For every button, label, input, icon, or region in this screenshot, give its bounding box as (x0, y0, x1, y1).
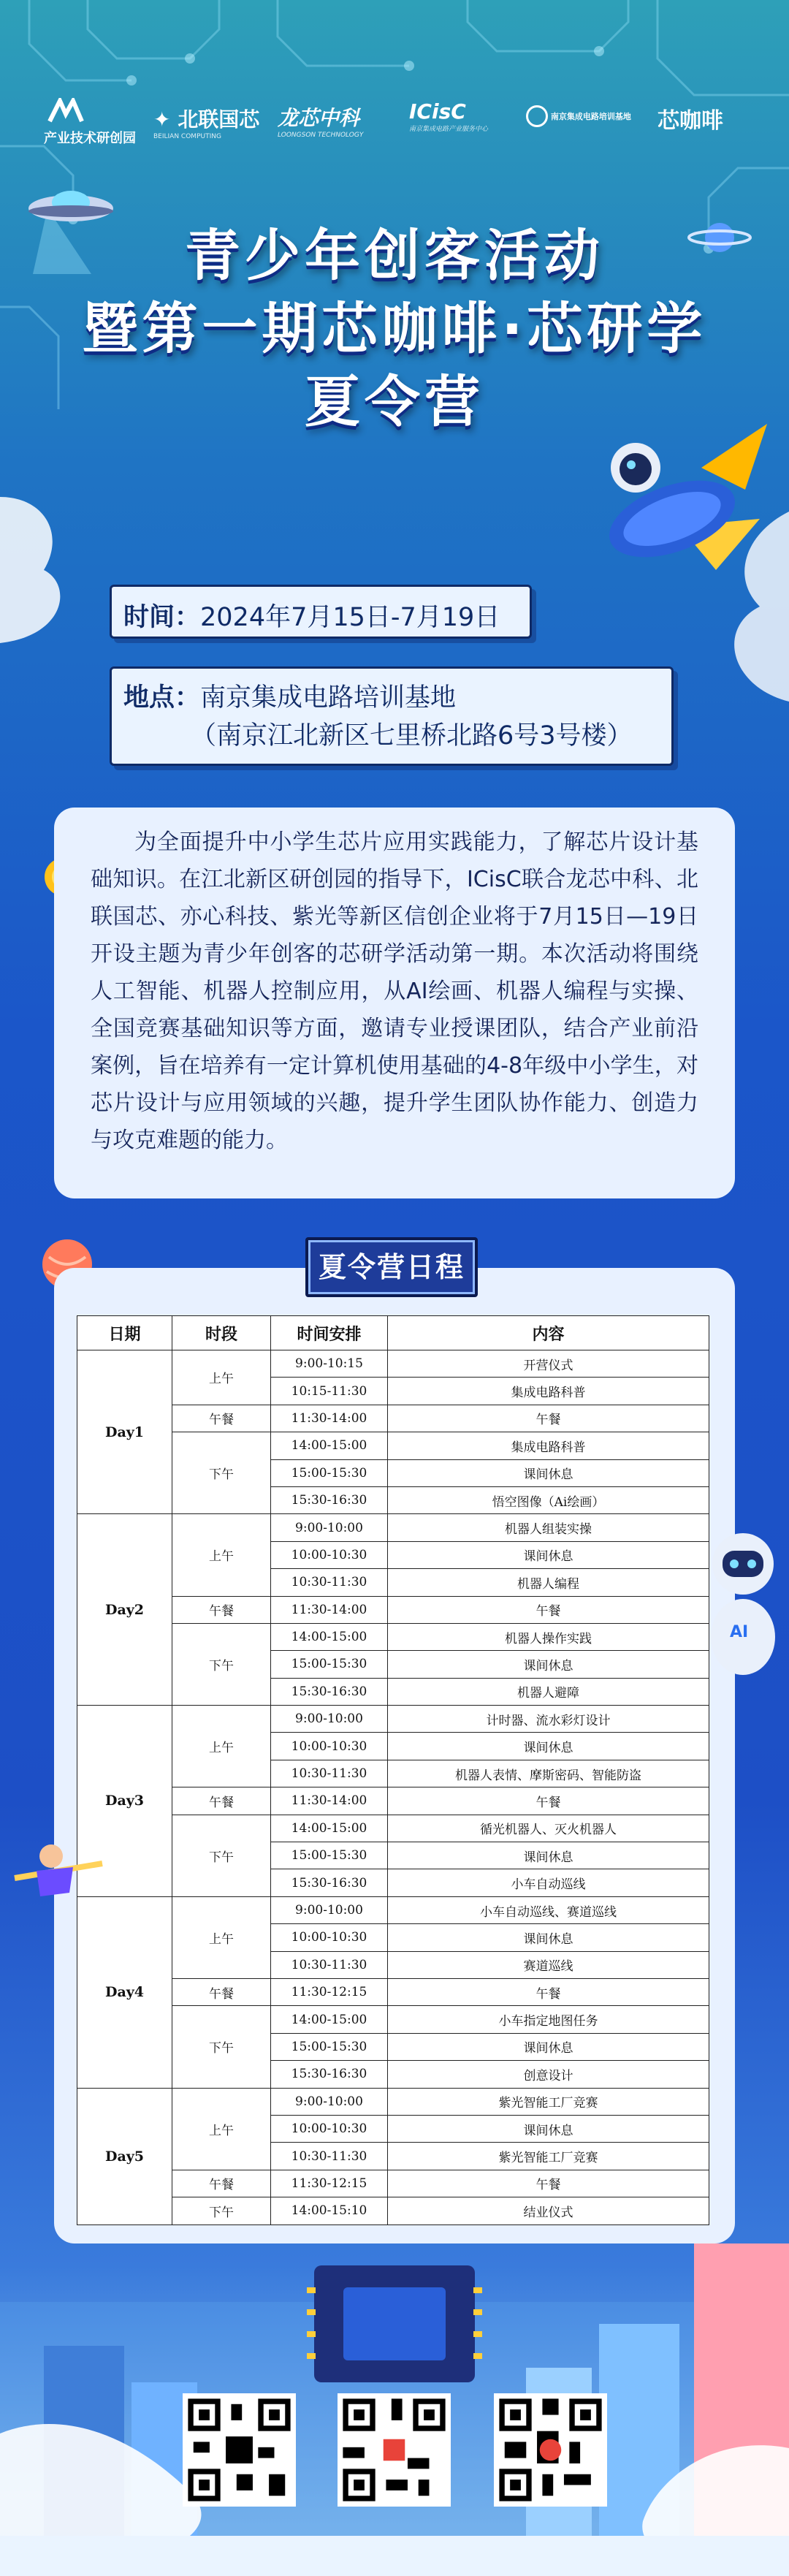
content-cell: 开营仪式 (388, 1350, 709, 1378)
qr-pattern-icon (494, 2393, 607, 2507)
content-cell: 课间休息 (388, 1541, 709, 1568)
table-row (77, 1596, 709, 1623)
table-row (77, 1815, 709, 1842)
title-line-1: 青少年创客活动 (185, 223, 604, 288)
time-cell: 9:00-10:00 (271, 1514, 388, 1541)
table-row (77, 1350, 709, 1378)
content-cell: 课间休息 (388, 1924, 709, 1951)
period-cell: 下午 (172, 1432, 271, 1514)
time-cell: 14:00-15:00 (271, 1432, 388, 1459)
time-cell: 10:30-11:30 (271, 1760, 388, 1787)
time-cell: 14:00-15:00 (271, 1623, 388, 1650)
period-cell: 午餐 (172, 2170, 271, 2197)
time-cell: 10:30-11:30 (271, 1951, 388, 1978)
day-cell: Day1 (77, 1350, 172, 1514)
logo-yanchuangyuan: 产业技术研创园 (44, 98, 136, 147)
time-info (110, 585, 532, 639)
description-card (54, 808, 735, 1198)
time-cell: 15:30-16:30 (271, 1869, 388, 1896)
time-cell: 9:00-10:15 (271, 1350, 388, 1378)
time-cell: 11:30-14:00 (271, 1596, 388, 1623)
content-cell: 课间休息 (388, 1459, 709, 1486)
content-cell: 集成电路科普 (388, 1378, 709, 1405)
location-address: （南京江北新区七里桥北路6号3号楼） (191, 721, 633, 751)
page-title (0, 219, 789, 438)
table-row (77, 1706, 709, 1733)
content-cell: 紫光智能工厂竞赛 (388, 2143, 709, 2170)
table-header-row (77, 1316, 709, 1350)
table-row (77, 1432, 709, 1459)
table-row (77, 1787, 709, 1815)
logo-loongson: 龙芯中科 LOONGSON TECHNOLOGY (278, 106, 364, 139)
header-period: 时段 (172, 1316, 271, 1350)
content-cell: 紫光智能工厂竞赛 (388, 2088, 709, 2115)
robot-icon (698, 1527, 789, 1681)
svg-text:AI: AI (730, 1623, 749, 1641)
period-cell: 午餐 (172, 1978, 271, 2005)
time-cell: 9:00-10:00 (271, 1706, 388, 1733)
time-cell: 14:00-15:10 (271, 2197, 388, 2224)
time-cell: 10:00-10:30 (271, 1541, 388, 1568)
location-value: 南京集成电路培训基地 (200, 683, 457, 713)
time-cell: 10:00-10:30 (271, 1924, 388, 1951)
table-row (77, 1978, 709, 2005)
seal-icon (526, 105, 548, 127)
content-cell: 机器人避障 (388, 1678, 709, 1705)
description-text: 为全面提升中小学生芯片应用实践能力，了解芯片设计基础知识。在江北新区研创园的指导下，ICisC联合龙芯中科、北联国芯、亦心科技、紫光等新区信创企业将于7月15日—19日开设主题为青少年创客的芯研学活动第一期。本次活动将围绕人工智能、机器人控制应用，从AI绘画、机器人编程与实操、全国竞赛基础知识等方面，邀请专业授课团队，结合产业前沿案例，旨在培养有一定计算机使用基础的4-8年级中小学生，对芯片设计与应用领域的兴趣，提升学生团队协作能力、创造力与攻克难题的能力。 (91, 829, 698, 1153)
period-cell: 下午 (172, 2006, 271, 2088)
content-cell: 课间休息 (388, 1733, 709, 1760)
time-cell: 14:00-15:00 (271, 1815, 388, 1842)
content-cell: 创意设计 (388, 2061, 709, 2088)
table-row (77, 2170, 709, 2197)
cloud-right-icon (701, 512, 789, 702)
content-cell: 课间休息 (388, 2115, 709, 2142)
table-row (77, 1405, 709, 1432)
content-cell: 午餐 (388, 1596, 709, 1623)
content-cell: 小车自动巡线、赛道巡线 (388, 1896, 709, 1923)
content-cell: 小车自动巡线 (388, 1869, 709, 1896)
content-cell: 课间休息 (388, 1651, 709, 1678)
time-cell: 10:00-10:30 (271, 2115, 388, 2142)
time-cell: 11:30-14:00 (271, 1787, 388, 1815)
n-logo-icon (44, 98, 88, 124)
content-cell: 午餐 (388, 1787, 709, 1815)
time-cell: 11:30-14:00 (271, 1405, 388, 1432)
period-cell: 午餐 (172, 1596, 271, 1623)
day-cell: Day3 (77, 1706, 172, 1897)
header-content: 内容 (388, 1316, 709, 1350)
day-cell: Day4 (77, 1896, 172, 2088)
schedule-title: 夏令营日程 (305, 1237, 478, 1297)
schedule-table (77, 1315, 709, 2225)
time-cell: 9:00-10:00 (271, 2088, 388, 2115)
period-cell: 午餐 (172, 1405, 271, 1432)
time-cell: 10:30-11:30 (271, 1569, 388, 1596)
time-cell: 10:00-10:30 (271, 1733, 388, 1760)
partner-logos (29, 86, 760, 152)
time-cell: 14:00-15:00 (271, 2006, 388, 2033)
period-cell: 上午 (172, 1514, 271, 1596)
cloud-left-icon (0, 468, 80, 643)
qr-code-1[interactable] (183, 2393, 296, 2507)
time-cell: 10:30-11:30 (271, 2143, 388, 2170)
header-date: 日期 (77, 1316, 172, 1350)
content-cell: 计时器、流水彩灯设计 (388, 1706, 709, 1733)
header-time: 时间安排 (271, 1316, 388, 1350)
content-cell: 机器人编程 (388, 1569, 709, 1596)
time-cell: 11:30-12:15 (271, 1978, 388, 2005)
content-cell: 课间休息 (388, 2033, 709, 2060)
content-cell: 午餐 (388, 2170, 709, 2197)
time-cell: 15:30-16:30 (271, 1678, 388, 1705)
content-cell: 课间休息 (388, 1842, 709, 1869)
time-cell: 15:30-16:30 (271, 1486, 388, 1513)
content-cell: 循光机器人、灭火机器人 (388, 1815, 709, 1842)
content-cell: 午餐 (388, 1405, 709, 1432)
logo-beilian: ✦ 北联国芯 BEILIAN COMPUTING (153, 107, 260, 140)
time-cell: 10:15-11:30 (271, 1378, 388, 1405)
content-cell: 机器人表情、摩斯密码、智能防盗 (388, 1760, 709, 1787)
qr-pattern-icon (338, 2393, 451, 2507)
content-cell: 机器人操作实践 (388, 1623, 709, 1650)
qr-pattern-icon (183, 2393, 296, 2507)
day-cell: Day2 (77, 1514, 172, 1706)
period-cell: 下午 (172, 2197, 271, 2224)
period-cell: 上午 (172, 1896, 271, 1978)
time-cell: 15:00-15:30 (271, 2033, 388, 2060)
content-cell: 结业仪式 (388, 2197, 709, 2224)
beilian-mark-icon: ✦ (153, 107, 171, 132)
title-line-2: 暨第一期芯咖啡·芯研学 (82, 296, 707, 361)
content-cell: 小车指定地图任务 (388, 2006, 709, 2033)
time-cell: 9:00-10:00 (271, 1896, 388, 1923)
qr-code-3[interactable] (494, 2393, 607, 2507)
location-info (110, 666, 674, 766)
table-row (77, 1514, 709, 1541)
content-cell: 机器人组装实操 (388, 1514, 709, 1541)
time-cell: 15:00-15:30 (271, 1842, 388, 1869)
time-cell: 11:30-12:15 (271, 2170, 388, 2197)
logo-xinkafei: 芯咖啡 (658, 108, 723, 134)
day-cell: Day5 (77, 2088, 172, 2224)
period-cell: 午餐 (172, 1787, 271, 1815)
table-row (77, 2006, 709, 2033)
time-cell: 15:00-15:30 (271, 1459, 388, 1486)
title-line-3: 夏令营 (305, 369, 484, 434)
logo-training-base: 南京集成电路培训基地 (526, 105, 631, 127)
period-cell: 上午 (172, 1706, 271, 1787)
location-label: 地点： (123, 683, 201, 713)
table-row (77, 1896, 709, 1923)
time-value: 2024年7月15日-7月19日 (200, 603, 500, 632)
content-cell: 赛道巡线 (388, 1951, 709, 1978)
schedule-body (77, 1350, 709, 2225)
time-label: 时间： (123, 603, 201, 632)
content-cell: 集成电路科普 (388, 1432, 709, 1459)
content-cell: 悟空图像（Ai绘画） (388, 1486, 709, 1513)
period-cell: 上午 (172, 2088, 271, 2170)
time-cell: 15:00-15:30 (271, 1651, 388, 1678)
table-row (77, 1623, 709, 1650)
period-cell: 下午 (172, 1623, 271, 1705)
content-cell: 午餐 (388, 1978, 709, 2005)
flying-kid-icon (7, 1834, 110, 1907)
logo-icisc: ICisC 南京集成电路产业服务中心 (409, 99, 489, 133)
period-cell: 上午 (172, 1350, 271, 1405)
period-cell: 下午 (172, 1815, 271, 1896)
table-row (77, 2088, 709, 2115)
qr-code-2[interactable] (338, 2393, 451, 2507)
time-cell: 15:30-16:30 (271, 2061, 388, 2088)
